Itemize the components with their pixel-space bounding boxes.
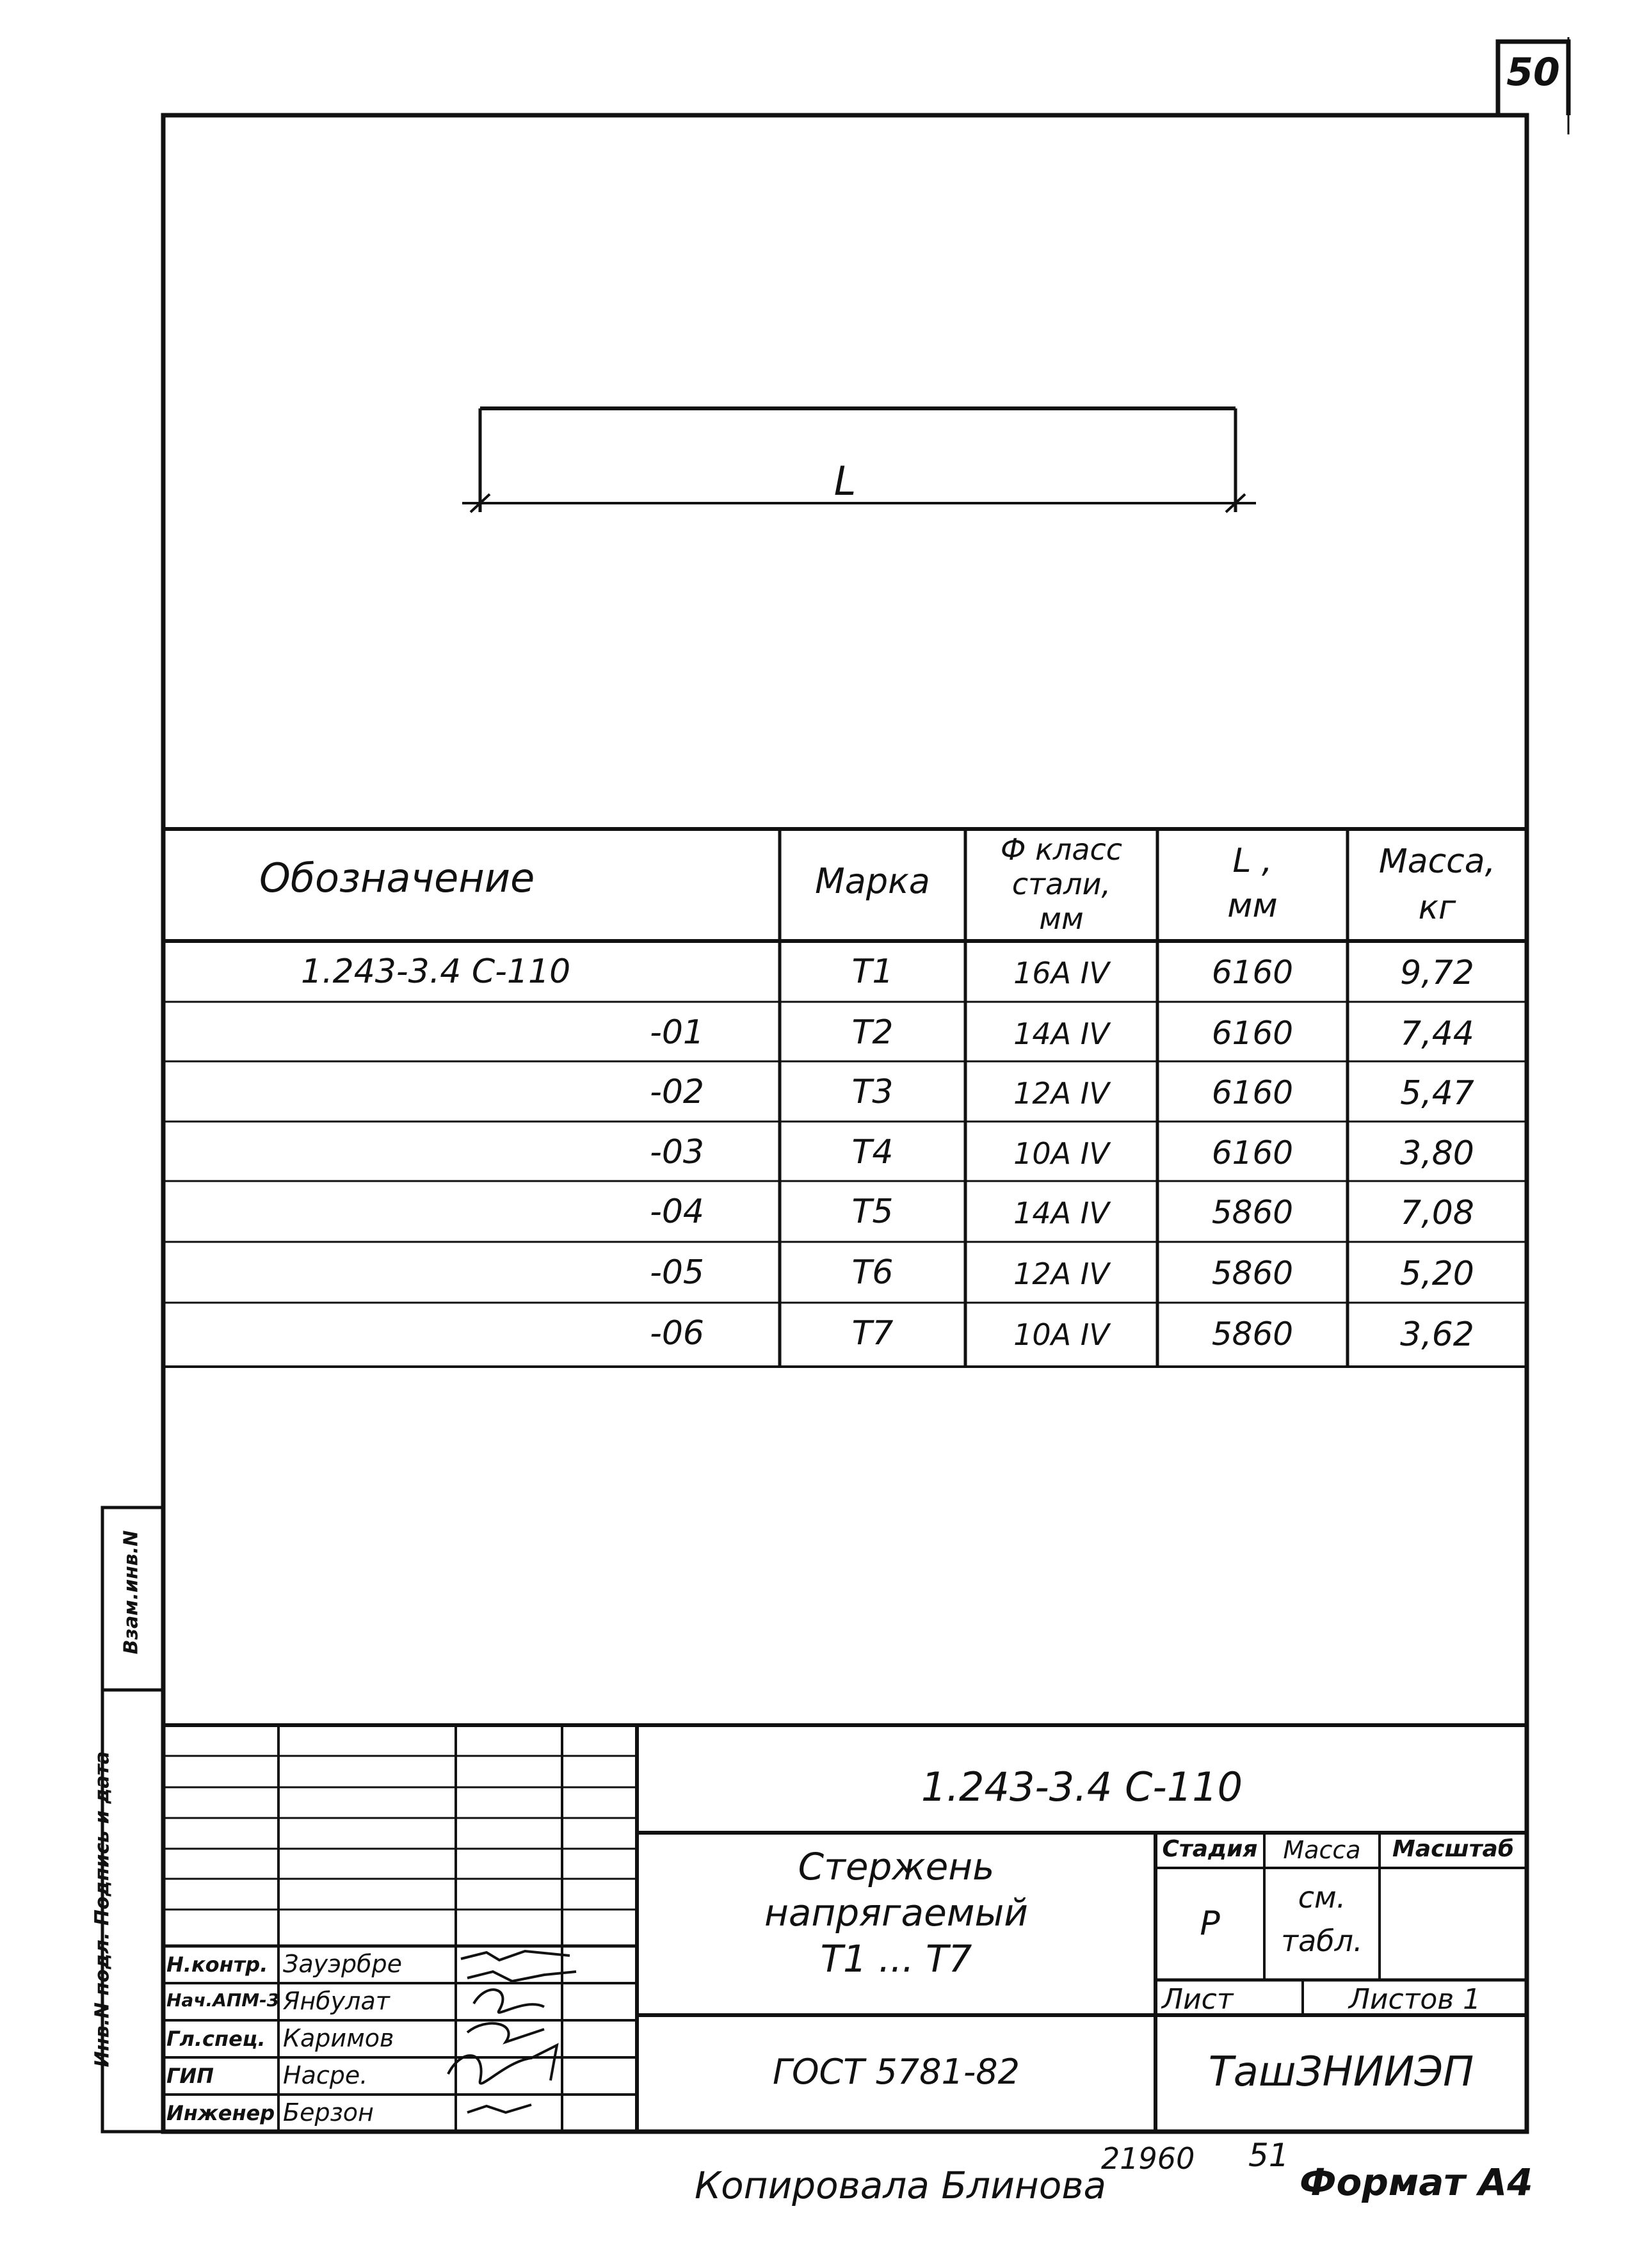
- organization: ТашЗНИИЭП: [1208, 2048, 1474, 2096]
- header-mark: Марка: [815, 861, 930, 901]
- row-1-length: 6160: [1211, 1015, 1294, 1052]
- page-number: 51: [1248, 2137, 1289, 2174]
- row-6-mark: Т7: [851, 1314, 894, 1353]
- mass-value-line1: см.: [1298, 1880, 1346, 1915]
- sig-role-3: ГИП: [166, 2064, 214, 2088]
- row-5-mark: Т6: [851, 1253, 894, 1292]
- row-4-designation: -04: [650, 1193, 704, 1231]
- sig-name-1: Янбулат: [283, 1987, 390, 2015]
- row-3-mass: 3,80: [1400, 1134, 1474, 1173]
- row-0-mark: Т1: [851, 953, 894, 991]
- sig-role-1: Нач.АПМ-3: [166, 1990, 280, 2011]
- copied-by: Копировала Блинова: [695, 2164, 1107, 2207]
- row-2-mark: Т3: [851, 1073, 894, 1111]
- sig-name-3: Насре.: [283, 2061, 368, 2089]
- part-name-line2: напрягаемый: [764, 1891, 1029, 1934]
- side-stamp-original-inv: Инв.N подл. Подпись и дата: [91, 1751, 114, 2068]
- sheet-number: 50: [1506, 50, 1560, 95]
- row-0-mass: 9,72: [1400, 954, 1474, 992]
- header-mass: [1348, 839, 1527, 931]
- sig-role-2: Гл.спец.: [166, 2027, 266, 2051]
- row-4-mass: 7,08: [1400, 1194, 1474, 1232]
- stage-label: Стадия: [1162, 1836, 1258, 1862]
- header-length: [1157, 839, 1348, 928]
- sig-name-2: Каримов: [283, 2024, 394, 2052]
- row-3-diameter: 10А IV: [1013, 1136, 1109, 1171]
- header-diameter-line3: мм: [1039, 901, 1084, 936]
- row-2-length: 6160: [1211, 1074, 1294, 1111]
- sig-role-4: Инженер: [166, 2101, 275, 2125]
- signature-scribbles: [448, 1951, 576, 2112]
- row-2-mass: 5,47: [1400, 1074, 1474, 1113]
- row-5-diameter: 12А IV: [1013, 1257, 1109, 1291]
- row-0-designation: 1.243-3.4 С-110: [301, 953, 571, 991]
- row-2-diameter: 12А IV: [1013, 1076, 1109, 1111]
- row-4-diameter: 14А IV: [1013, 1196, 1109, 1230]
- mass-value: [1264, 1876, 1380, 1963]
- row-1-mark: Т2: [851, 1013, 894, 1052]
- mass-value-line2: табл.: [1281, 1924, 1363, 1958]
- scale-label: Масштаб: [1392, 1836, 1514, 1862]
- standard: ГОСТ 5781-82: [772, 2052, 1020, 2092]
- header-designation: Обозначение: [259, 855, 535, 901]
- row-3-mark: Т4: [851, 1133, 894, 1171]
- archive-number: 21960: [1101, 2141, 1195, 2176]
- row-6-diameter: 10А IV: [1013, 1317, 1109, 1352]
- row-6-designation: -06: [650, 1314, 704, 1353]
- bar-length-label: L: [833, 458, 857, 504]
- header-diameter-line2: стали,: [1011, 867, 1111, 901]
- row-6-length: 5860: [1211, 1315, 1294, 1353]
- doc-code: 1.243-3.4 С-110: [921, 1764, 1243, 1810]
- header-diameter: [965, 832, 1157, 936]
- sheet-label: Лист: [1162, 1983, 1234, 2016]
- part-name: [640, 1844, 1152, 1982]
- sig-name-0: Зауэрбре: [283, 1950, 403, 1978]
- row-3-length: 6160: [1211, 1134, 1294, 1171]
- sig-name-4: Берзон: [283, 2098, 374, 2127]
- row-6-mass: 3,62: [1400, 1315, 1474, 1354]
- part-name-line1: Стержень: [798, 1845, 995, 1888]
- row-5-designation: -05: [650, 1253, 704, 1292]
- row-0-diameter: 16А IV: [1013, 956, 1109, 990]
- header-mass-line1: Масса,: [1378, 842, 1496, 881]
- header-diameter-line1: Ф класс: [1000, 832, 1123, 867]
- row-0-length: 6160: [1211, 954, 1294, 991]
- row-4-length: 5860: [1211, 1194, 1294, 1231]
- header-length-line2: мм: [1227, 887, 1278, 925]
- header-mass-line2: кг: [1418, 889, 1456, 927]
- part-name-line3: Т1 ... Т7: [820, 1937, 972, 1981]
- row-3-designation: -03: [650, 1133, 704, 1171]
- sig-role-0: Н.контр.: [166, 1952, 268, 1977]
- mass-label: Масса: [1283, 1836, 1361, 1864]
- row-1-designation: -01: [650, 1013, 704, 1052]
- paper-format: Формат А4: [1300, 2160, 1533, 2204]
- stage-value: Р: [1200, 1904, 1220, 1943]
- row-1-mass: 7,44: [1400, 1015, 1474, 1053]
- row-2-designation: -02: [650, 1073, 704, 1111]
- sheets-label: Листов 1: [1348, 1983, 1481, 2016]
- header-length-line1: L ,: [1232, 842, 1273, 880]
- row-5-mass: 5,20: [1400, 1255, 1474, 1293]
- side-stamp-replacement-inv: Взам.инв.N: [120, 1530, 143, 1655]
- row-4-mark: Т5: [851, 1193, 894, 1231]
- row-5-length: 5860: [1211, 1255, 1294, 1292]
- row-1-diameter: 14А IV: [1013, 1017, 1109, 1051]
